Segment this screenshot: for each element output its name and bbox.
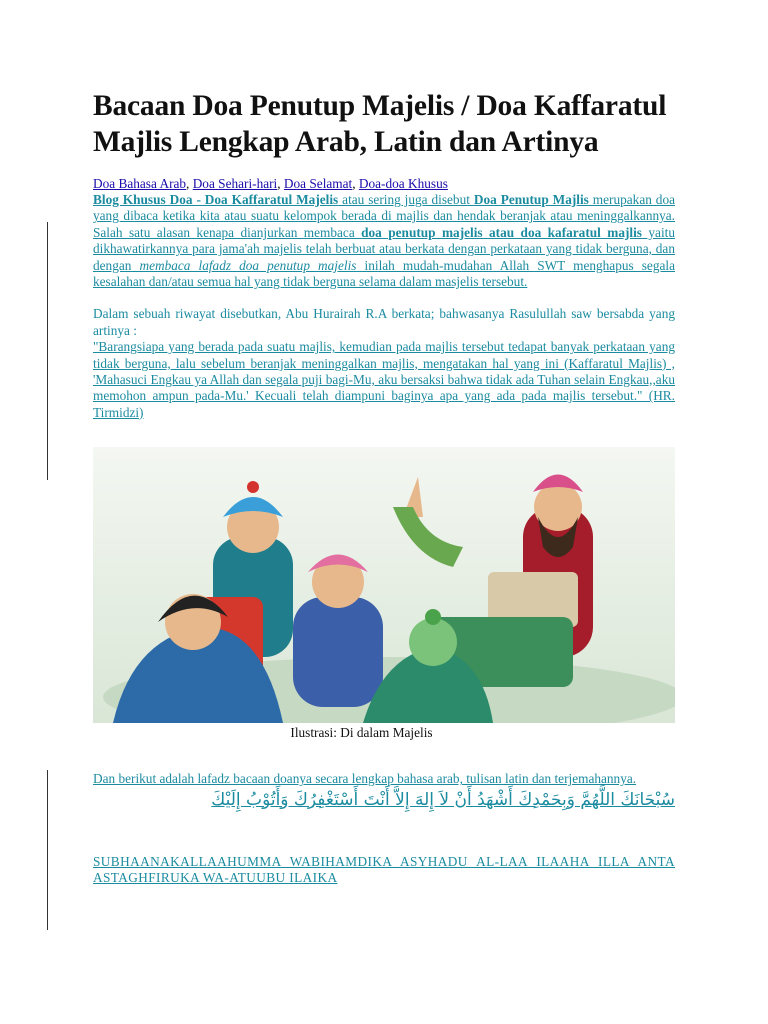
category-link-sehari[interactable]: Doa Sehari-hari: [192, 176, 278, 191]
category-link-khusus[interactable]: Doa-doa Khusus: [358, 176, 448, 191]
margin-line-bottom: [47, 770, 48, 930]
illustration-caption: Ilustrasi: Di dalam Majelis: [290, 725, 433, 741]
intro-paragraph: [93, 192, 675, 290]
intro-text-4: inilah mudah-mudahan Allah SWT menghapus segala kesalahan dan/atau semua hal yang tidak berguna selama dalam masjelis tersebut.: [93, 257, 675, 290]
arabic-prayer: سُبْحَانَكَ اللَّهُمَّ وَبِحَمْدِكَ أَشْهَدُ أَنْ لاَ إِلهَ إِلاَّ أَنْتَ أَسْتَغْفِرُكَ وَأَتُوْبُ إِلَيْكَ: [211, 789, 675, 810]
lafadz-intro: Dan berikut adalah lafadz bacaan doanya secara lengkap bahasa arab, tulisan latin dan terjemahannya.: [93, 771, 637, 787]
intro-italic-1: membaca lafadz doa penutup majelis: [139, 257, 357, 273]
intro-bold-2: Doa Penutup Majlis: [473, 192, 589, 207]
intro-text-2: merupakan doa yang dibaca ketika kita atau suatu kelompok berada di majlis dan hendak beranjak atau meninggalkannya. Salah satu alasan kenapa dianjurkan membaca: [93, 192, 675, 240]
category-link-selamat[interactable]: Doa Selamat: [283, 176, 353, 191]
intro-text-3: yaitu dikhawatirkannya para jama'ah majelis telah berbuat atau berkata dengan perkataan yang tidak berguna, dan dengan: [93, 224, 675, 273]
intro-bold-3: doa penutup majelis atau doa kafaratul majlis: [361, 224, 642, 240]
latin-transliteration: SUBHAANAKALLAAHUMMA WABIHAMDIKA ASYHADU AL-LAA ILAAHA ILLA ANTA ASTAGHFIRUKA WA-ATUUBU ILAIKA: [93, 853, 675, 885]
margin-line-top: [47, 222, 48, 480]
category-link-arab[interactable]: Doa Bahasa Arab: [93, 176, 187, 191]
intro-bold-1: Blog Khusus Doa - Doa Kaffaratul Majelis: [93, 192, 339, 207]
document-page: [93, 88, 675, 886]
category-links: Doa Bahasa Arab, Doa Sehari-hari, Doa Selamat, Doa-doa Khusus: [93, 176, 448, 191]
majelis-illustration-image: [93, 447, 675, 723]
intro-text-1: atau sering juga disebut: [338, 192, 474, 207]
page-title: Bacaan Doa Penutup Majelis / Doa Kaffaratul Majlis Lengkap Arab, Latin dan Artinya: [93, 90, 667, 158]
hadith-text: "Barangsiapa yang berada pada suatu majlis, kemudian pada majlis tersebut tedapat banyak perkataan yang tidak berguna, lalu sebelum beranjak meninggalkan majlis, mengatakan hal yang ini (Kaffaratul Majlis) , 'Mahasuci Engkau ya Allah dan segala puji bagi-Mu, aku bersaksi bahwa tidak ada Tuhan selain Engkau,,aku memohon ampun pada-Mu.' Kecuali telah diampuni baginya apa yang ada pada majlis tersebut." (HR. Tirmidzi): [93, 339, 675, 420]
illustration-majelis: [93, 447, 675, 723]
hadith-intro: Dalam sebuah riwayat disebutkan, Abu Hurairah R.A berkata; bahwasanya Rasulullah saw bersabda yang artinya :: [93, 306, 675, 338]
